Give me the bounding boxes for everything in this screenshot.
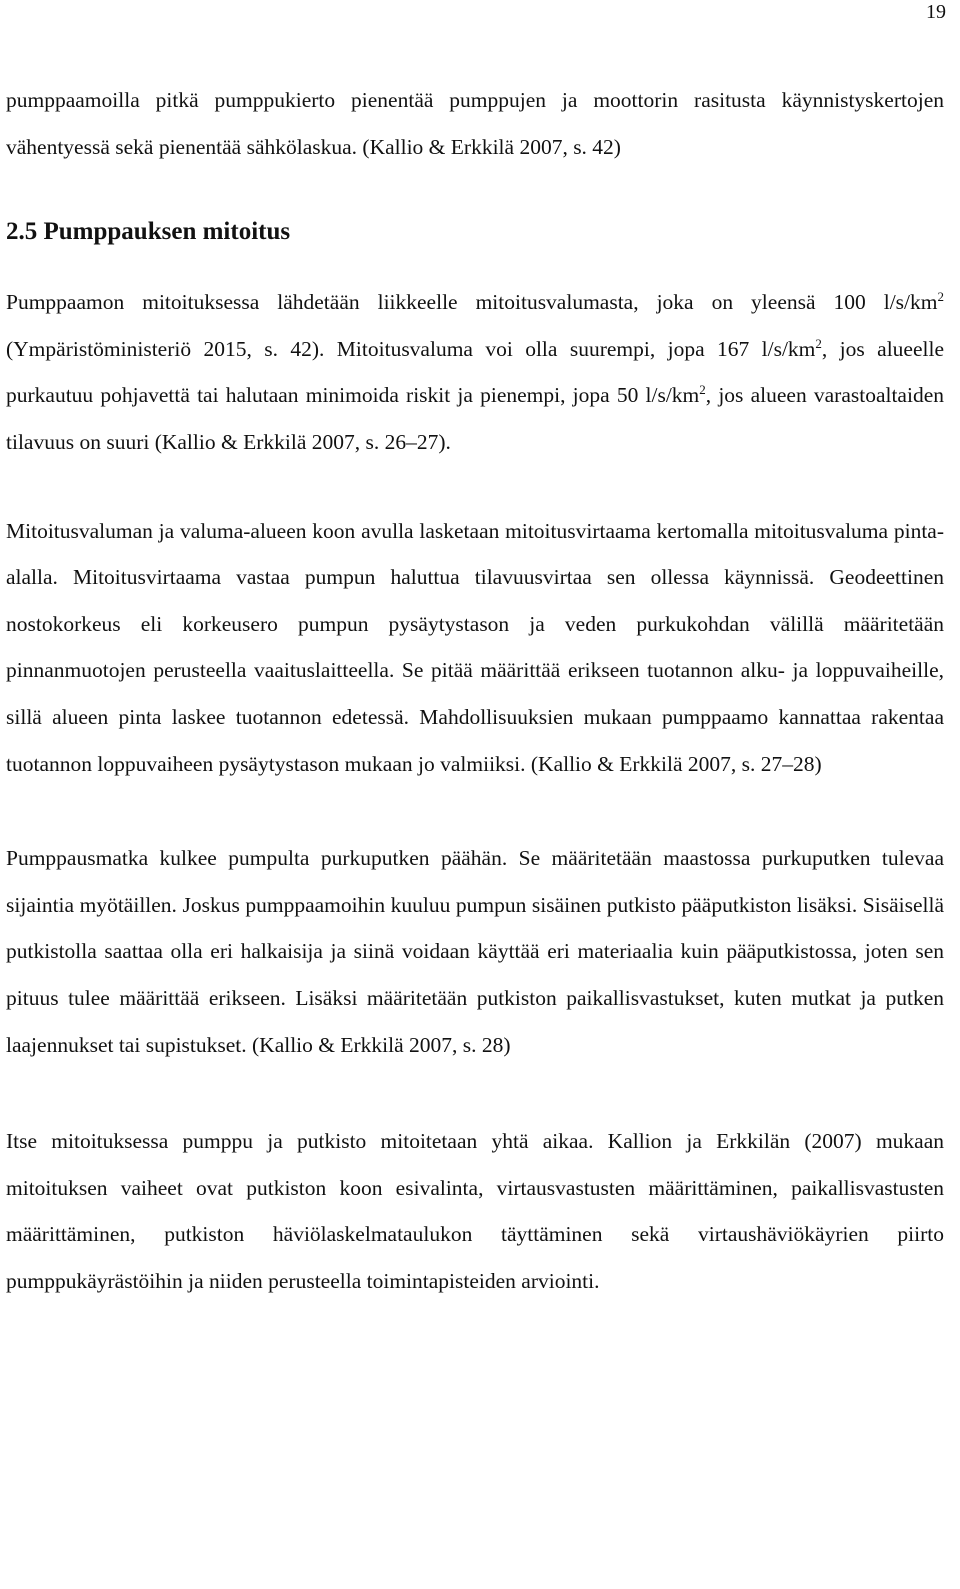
paragraph-text: , jos alueelle purkautuu pohjavettä tai halutaan minimoida riskit ja pienempi, jopa 50 l/s/km — [6, 336, 944, 408]
paragraph-dimensioning-runoff — [6, 279, 944, 465]
page-number: 19 — [926, 1, 946, 23]
page-content — [6, 77, 944, 1304]
superscript: 2 — [699, 382, 706, 398]
paragraph-text: , jos alueen varastoaltaiden tilavuus on suuri (Kallio & Erkkilä 2007, s. 26–27). — [6, 383, 944, 454]
paragraph-text: (Ympäristöministeriö 2015, s. 42). Mitoitusvaluma voi olla suurempi, jopa 167 l/s/km — [6, 336, 816, 361]
superscript: 2 — [937, 289, 944, 305]
paragraph-intro: pumppaamoilla pitkä pumppukierto pienentää pumppujen ja moottorin rasitusta käynnistyskertojen vähentyessä sekä pienentää sähkölaskua. (Kallio & Erkkilä 2007, s. 42) — [6, 88, 944, 159]
section-heading: 2.5 Pumppauksen mitoitus — [6, 218, 291, 246]
paragraph-flow-rate: Mitoitusvaluman ja valuma-alueen koon avulla lasketaan mitoitusvirtaama kertomalla mitoitusvaluma pinta-alalla. Mitoitusvirtaama vastaa pumpun haluttua tilavuusvirtaa sen ollessa käynnissä. Geodeettinen nostokorkeus eli korkeusero pumpun pysäytystason ja veden purkukohdan välillä määritetään pinnanmuotojen perusteella vaaituslaitteella. Se pitää määrittää erikseen tuotannon alku- ja loppuvaiheille, sillä alueen pinta laskee tuotannon edetessä. Mahdollisuuksien mukaan pumppaamo kannattaa rakentaa tuotannon loppuvaiheen pysäytystason mukaan jo valmiiksi. (Kallio & Erkkilä 2007, s. 27–28) — [6, 518, 944, 776]
paragraph-text: Pumppaamon mitoituksessa lähdetään liikkeelle mitoitusvalumasta, joka on yleensä 100 l/s/km — [6, 290, 938, 315]
superscript: 2 — [815, 335, 822, 351]
paragraph-pumping-distance: Pumppausmatka kulkee pumpulta purkuputken päähän. Se määritetään maastossa purkuputken tulevaa sijaintia myötäillen. Joskus pumppaamoihin kuuluu pumpun sisäinen putkisto pääputkiston lisäksi. Sisäisellä putkistolla saattaa olla eri halkaisija ja siinä voidaan käyttää eri materiaalia kuin pääputkistossa, joten sen pituus tulee määrittää erikseen. Lisäksi määritetään putkiston paikallisvastukset, kuten mutkat ja putken laajennukset tai supistukset. (Kallio & Erkkilä 2007, s. 28) — [6, 846, 944, 1057]
paragraph-dimensioning-steps: Itse mitoituksessa pumppu ja putkisto mitoitetaan yhtä aikaa. Kallion ja Erkkilän (2007) mukaan mitoituksen vaiheet ovat putkiston koon esivalinta, virtausvastusten määrittäminen, paikallisvastusten määrittäminen, putkiston häviölaskelmataulukon täyttäminen sekä virtaushäviökäyrien piirto pumppukäyrästöihin ja niiden perusteella toimintapisteiden arviointi. — [6, 1129, 944, 1293]
